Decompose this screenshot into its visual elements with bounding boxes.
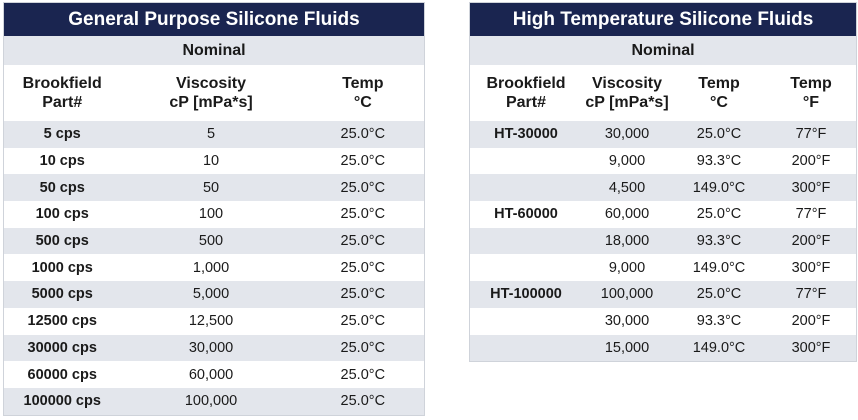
cell-viscosity: 1,000 (192, 259, 230, 276)
cell-temp-f: 77°F (795, 206, 827, 223)
cell-part: 5000 cps (31, 286, 93, 303)
cell-part: HT-60000 (494, 206, 558, 223)
column-header-temp-c: Temp °C (342, 75, 384, 111)
cell-viscosity: 18,000 (604, 233, 650, 250)
general-purpose-title: General Purpose Silicone Fluids (4, 3, 424, 36)
column-header-part: Brookfield Part# (22, 75, 102, 111)
cell-viscosity: 100 (198, 206, 224, 223)
cell-temp-f: 77°F (795, 286, 827, 303)
high-temperature-nominal-header: Nominal (470, 36, 856, 65)
cell-part: 50 cps (39, 179, 85, 196)
cell-temp-c: 25.0°C (340, 339, 386, 356)
table-row (470, 201, 856, 228)
table-row (470, 335, 856, 362)
general-purpose-table (3, 2, 425, 416)
cell-part: 100 cps (35, 206, 89, 223)
cell-viscosity: 5,000 (192, 286, 230, 303)
table-row (4, 335, 424, 362)
cell-temp-f: 200°F (791, 233, 831, 250)
column-header-temp-c: Temp °C (698, 75, 740, 111)
high-temperature-rows (470, 121, 856, 361)
column-header-part: Brookfield Part# (486, 75, 566, 111)
cell-temp-c: 25.0°C (340, 393, 386, 410)
cell-temp-c: 149.0°C (692, 259, 746, 276)
cell-temp-c: 93.3°C (696, 233, 742, 250)
cell-temp-c: 25.0°C (340, 259, 386, 276)
table-row (4, 121, 424, 148)
cell-viscosity: 60,000 (604, 206, 650, 223)
high-temperature-title: High Temperature Silicone Fluids (470, 3, 856, 36)
cell-part: 100000 cps (23, 393, 101, 410)
cell-part: 500 cps (35, 233, 89, 250)
table-row (4, 201, 424, 228)
cell-temp-f: 200°F (791, 153, 831, 170)
general-purpose-column-headers (4, 65, 424, 121)
cell-temp-f: 300°F (791, 179, 831, 196)
table-row (4, 174, 424, 201)
table-row (4, 254, 424, 281)
table-row (4, 281, 424, 308)
cell-temp-c: 25.0°C (696, 206, 742, 223)
table-row (4, 148, 424, 175)
table-row (470, 308, 856, 335)
cell-part: 30000 cps (27, 339, 97, 356)
cell-temp-c: 25.0°C (340, 179, 386, 196)
table-row (470, 228, 856, 255)
cell-viscosity: 30,000 (604, 313, 650, 330)
cell-temp-c: 25.0°C (340, 286, 386, 303)
cell-part: 60000 cps (27, 366, 97, 383)
cell-viscosity: 30,000 (188, 339, 234, 356)
cell-viscosity: 100,000 (600, 286, 654, 303)
cell-part: 5 cps (43, 126, 81, 143)
cell-part: HT-30000 (494, 126, 558, 143)
table-row (4, 361, 424, 388)
cell-temp-c: 93.3°C (696, 153, 742, 170)
table-row (4, 388, 424, 415)
cell-temp-c: 25.0°C (340, 233, 386, 250)
cell-temp-f: 200°F (791, 313, 831, 330)
cell-viscosity: 50 (202, 179, 220, 196)
cell-part: 10 cps (39, 153, 85, 170)
high-temperature-column-headers (470, 65, 856, 121)
cell-viscosity: 100,000 (184, 393, 238, 410)
cell-temp-c: 149.0°C (692, 179, 746, 196)
general-purpose-nominal-header: Nominal (4, 36, 424, 65)
cell-viscosity: 500 (198, 233, 224, 250)
cell-viscosity: 4,500 (608, 179, 646, 196)
cell-temp-c: 25.0°C (340, 313, 386, 330)
cell-temp-c: 25.0°C (696, 286, 742, 303)
cell-viscosity: 12,500 (188, 313, 234, 330)
column-header-temp-f: Temp °F (790, 75, 832, 111)
table-row (470, 281, 856, 308)
column-header-viscosity: Viscosity cP [mPa*s] (585, 75, 669, 111)
cell-viscosity: 5 (206, 126, 216, 143)
cell-temp-f: 77°F (795, 126, 827, 143)
table-row (470, 121, 856, 148)
table-row (4, 308, 424, 335)
cell-part: 1000 cps (31, 259, 93, 276)
cell-part: 12500 cps (27, 313, 97, 330)
cell-viscosity: 60,000 (188, 366, 234, 383)
cell-viscosity: 9,000 (608, 153, 646, 170)
cell-temp-f: 300°F (791, 259, 831, 276)
cell-temp-c: 25.0°C (696, 126, 742, 143)
cell-temp-c: 25.0°C (340, 206, 386, 223)
cell-temp-f: 300°F (791, 339, 831, 356)
cell-temp-c: 25.0°C (340, 366, 386, 383)
cell-temp-c: 25.0°C (340, 126, 386, 143)
cell-viscosity: 9,000 (608, 259, 646, 276)
table-row (470, 174, 856, 201)
cell-temp-c: 93.3°C (696, 313, 742, 330)
general-purpose-rows (4, 121, 424, 415)
cell-viscosity: 15,000 (604, 339, 650, 356)
cell-viscosity: 10 (202, 153, 220, 170)
cell-viscosity: 30,000 (604, 126, 650, 143)
table-row (470, 254, 856, 281)
column-header-viscosity: Viscosity cP [mPa*s] (169, 75, 253, 111)
cell-temp-c: 25.0°C (340, 153, 386, 170)
table-row (4, 228, 424, 255)
cell-part: HT-100000 (490, 286, 562, 303)
table-row (470, 148, 856, 175)
cell-temp-c: 149.0°C (692, 339, 746, 356)
high-temperature-table (469, 2, 857, 362)
